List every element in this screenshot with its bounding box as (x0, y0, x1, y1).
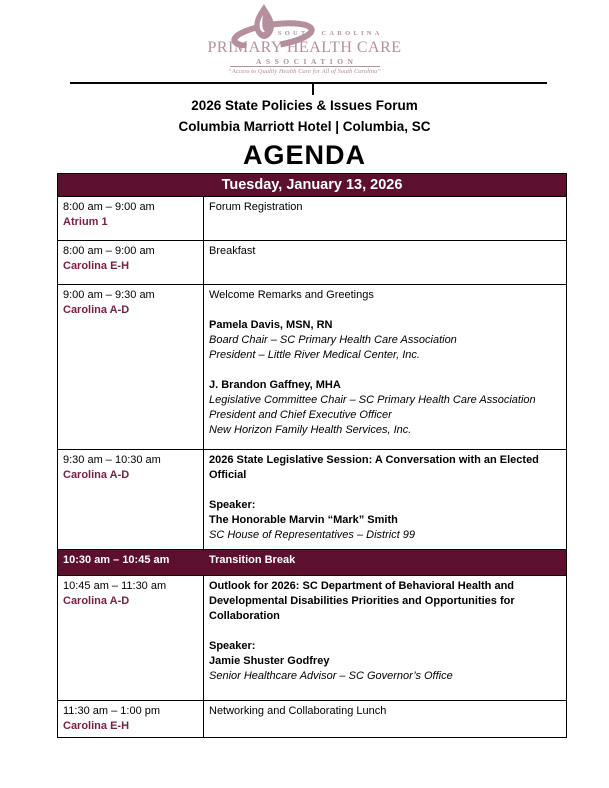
agenda-table (57, 173, 567, 738)
room-name: Carolina E-H (63, 260, 130, 272)
session-line: Networking and Collaborating Lunch (209, 705, 387, 717)
time-location-cell (58, 197, 204, 241)
time-range: 8:00 am – 9:00 am (63, 201, 155, 213)
time-range: 9:30 am – 10:30 am (63, 454, 161, 466)
spacer-line (209, 483, 560, 498)
session-line: 2026 State Legislative Session: A Conversation with an Elected Official (209, 454, 539, 481)
session-details-cell (204, 450, 567, 550)
time-range: 11:30 am – 1:00 pm (63, 705, 161, 717)
session-line: J. Brandon Gaffney, MHA (209, 379, 341, 391)
page-title: AGENDA (242, 140, 366, 170)
phca-logo (207, 4, 402, 76)
logo-org-line2: PRIMARY HEALTH CARE (207, 39, 402, 56)
time-location-cell (58, 285, 204, 450)
forum-title: 2026 State Policies & Issues Forum (191, 98, 418, 113)
session-details-cell (204, 576, 567, 701)
agenda-session-row (58, 285, 567, 450)
time-location-cell (58, 576, 204, 701)
logo-org-line1: SOUTH CAROLINA (277, 30, 383, 37)
session-line: Welcome Remarks and Greetings (209, 289, 374, 301)
time-range: 10:30 am – 10:45 am (63, 554, 170, 566)
session-line: Outlook for 2026: SC Department of Behavioral Health and Developmental Disabilities Priorities and Opportunities for Collaboration (209, 580, 515, 622)
session-line: Senior Healthcare Advisor – SC Governor’s Office (209, 670, 453, 682)
spacer-line (209, 303, 560, 318)
time-location-cell (58, 241, 204, 285)
header-center-tick (312, 82, 314, 95)
time-location-cell (58, 550, 204, 576)
room-name: Atrium 1 (63, 216, 108, 228)
session-line: Speaker: (209, 640, 256, 652)
session-line: New Horizon Family Health Services, Inc. (209, 424, 412, 436)
session-line: Jamie Shuster Godfrey (209, 655, 330, 667)
agenda-session-row (58, 450, 567, 550)
time-range: 10:45 am – 11:30 am (63, 580, 167, 592)
day-header: Tuesday, January 13, 2026 (58, 174, 567, 197)
letterhead (0, 0, 609, 96)
room-name: Carolina E-H (63, 720, 130, 732)
agenda-session-row (58, 701, 567, 738)
time-location-cell (58, 701, 204, 738)
day-header-row (58, 174, 567, 197)
agenda-session-row (58, 241, 567, 285)
agenda-session-row (58, 576, 567, 701)
session-line: Speaker: (209, 499, 256, 511)
session-line: Forum Registration (209, 201, 303, 213)
logo-org-line3: ASSOCIATION (256, 57, 358, 66)
header-divider-rule (70, 82, 547, 84)
session-details-cell (204, 550, 567, 576)
session-line: President and Chief Executive Officer (209, 409, 392, 421)
room-name: Carolina A-D (63, 469, 130, 481)
session-details-cell (204, 197, 567, 241)
session-line: Transition Break (209, 554, 296, 566)
agenda-break-row (58, 550, 567, 576)
spacer-line (209, 624, 560, 639)
session-line: SC House of Representatives – District 99 (209, 529, 416, 541)
session-details-cell (204, 285, 567, 450)
session-line: The Honorable Marvin “Mark” Smith (209, 514, 398, 526)
session-line: Board Chair – SC Primary Health Care Association (209, 334, 457, 346)
session-line: Pamela Davis, MSN, RN (209, 319, 333, 331)
session-details-cell (204, 701, 567, 738)
time-location-cell (58, 450, 204, 550)
spacer-line (209, 363, 560, 378)
time-range: 9:00 am – 9:30 am (63, 289, 155, 301)
logo-tagline: “Access to Quality Health Care for All of South Carolina” (228, 68, 381, 75)
session-line: Breakfast (209, 245, 256, 257)
time-range: 8:00 am – 9:00 am (63, 245, 155, 257)
logo-divider (230, 66, 380, 67)
session-details-cell (204, 241, 567, 285)
room-name: Carolina A-D (63, 304, 130, 316)
agenda-session-row (58, 197, 567, 241)
venue-line: Columbia Marriott Hotel | Columbia, SC (178, 119, 431, 134)
session-line: President – Little River Medical Center, Inc. (209, 349, 420, 361)
room-name: Carolina A-D (63, 595, 130, 607)
session-line: Legislative Committee Chair – SC Primary Health Care Association (209, 394, 536, 406)
